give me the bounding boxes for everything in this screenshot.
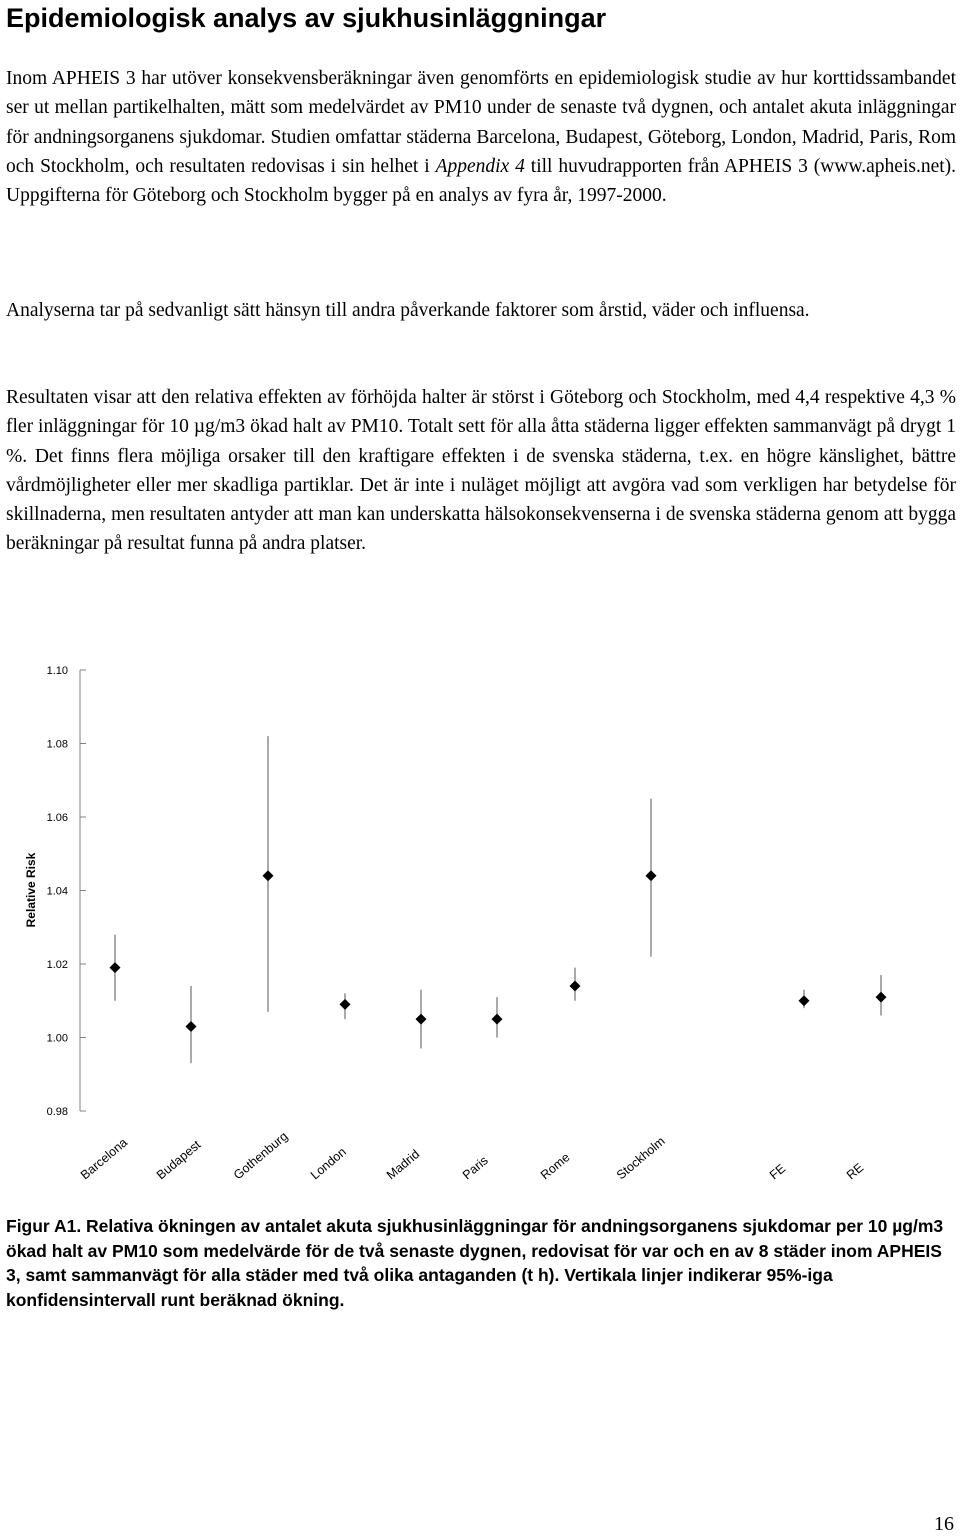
y-tick-label: 1.04 [46,885,68,898]
y-tick-label: 0.98 [46,1106,68,1118]
y-tick-label: 1.02 [46,959,68,971]
x-tick-label-stockholm: Stockholm [613,1134,668,1183]
y-axis-label: Relative Risk [24,852,38,928]
point-estimate-barcelona [110,962,121,973]
paragraph-analysis: Analyserna tar på sedvanligt sätt hänsyn till andra påverkande faktorer som årstid, väder och influensa. [6,300,810,321]
x-tick-labels [78,1129,866,1182]
x-tick-label-re: RE [843,1160,867,1183]
point-estimate-gothenburg [263,870,274,881]
point-estimate-rome [570,981,581,992]
relative-risk-chart [0,640,960,1200]
appendix-reference: Appendix 4 [435,155,525,177]
x-tick-label-fe: FE [766,1161,789,1183]
y-tick-label: 1.10 [46,665,68,677]
point-estimate-london [340,999,351,1010]
y-axis [47,665,86,1118]
paragraph-results: Resultaten visar att den relativa effekten av förhöjda halter är störst i Göteborg och Stockholm, med 4,4 respektive 4,3 % fler inläggningar för 10 µg/m3 ökad halt av PM10. Totalt sett för alla åtta städerna ligger effekten sammanvägt på drygt 1 %. Det finns flera möjliga orsaker till den kraftigare effekten i de svenska städerna, t.ex. en högre känslighet, bättre vårdmöjligheter eller mer skadliga partiklar. Det är inte i nuläget möjligt att avgöra vad som verkligen har betydelse för skillnaderna, men resultaten antyder att man kan underskatta hälsokonsekvenserna i de svenska städerna genom att bygga beräkningar på resultat funna på andra platser. [6,387,956,555]
x-tick-label-barcelona: Barcelona [77,1135,131,1183]
x-tick-label-rome: Rome [537,1150,573,1183]
point-estimate-fe [799,995,810,1006]
x-tick-label-london: London [307,1144,349,1183]
data-series [110,736,887,1063]
x-tick-label-gothenburg: Gothenburg [230,1129,291,1183]
paragraph-intro-text: Inom APHEIS 3 har utöver konsekvensberäkningar även genomförts en epidemiologisk studie av hur korttidssambandet ser ut mellan partikelhalten, mätt som medelvärdet av PM10 under de senaste två dygnen, och antalet akuta inläggningar för andningsorganens sjukdomar. Studien omfattar städerna Barcelona, Budapest, Göteborg, London, Madrid, Paris, Rom och Stockholm, och resultaten redovisas i sin helhet i [6,68,956,177]
x-tick-label-madrid: Madrid [383,1147,423,1183]
y-tick-label: 1.06 [46,812,68,824]
point-estimate-paris [492,1014,503,1025]
point-estimate-madrid [416,1014,427,1025]
y-tick-label: 1.08 [46,738,68,751]
paragraph-intro [6,64,956,210]
page-number: 16 [934,1513,954,1535]
y-tick-label: 1.00 [46,1032,68,1045]
point-estimate-budapest [186,1021,197,1032]
paragraph-intro-text-end: till huvudrapporten från APHEIS 3 (www.apheis.net). Uppgifterna för Göteborg och Stockholm bygger på en analys av fyra år, 1997-2000. [6,155,957,207]
x-tick-label-paris: Paris [459,1153,491,1183]
point-estimate-stockholm [646,870,657,881]
page-title: Epidemiologisk analys av sjukhusinläggningar [6,3,607,33]
x-tick-label-budapest: Budapest [153,1137,204,1183]
figure-caption: Figur A1. Relativa ökningen av antalet akuta sjukhusinläggningar för andningsorganens sjukdomar per 10 µg/m3 ökad halt av PM10 som medelvärde för de två senaste dygnen, redovisat för var och en av 8 städer inom APHEIS 3, samt sammanvägt för alla städer med två olika antaganden (t h). Vertikala linjer indikerar 95%-iga konfidensintervall runt beräknad ökning. [6,1216,944,1310]
point-estimate-re [876,992,887,1003]
